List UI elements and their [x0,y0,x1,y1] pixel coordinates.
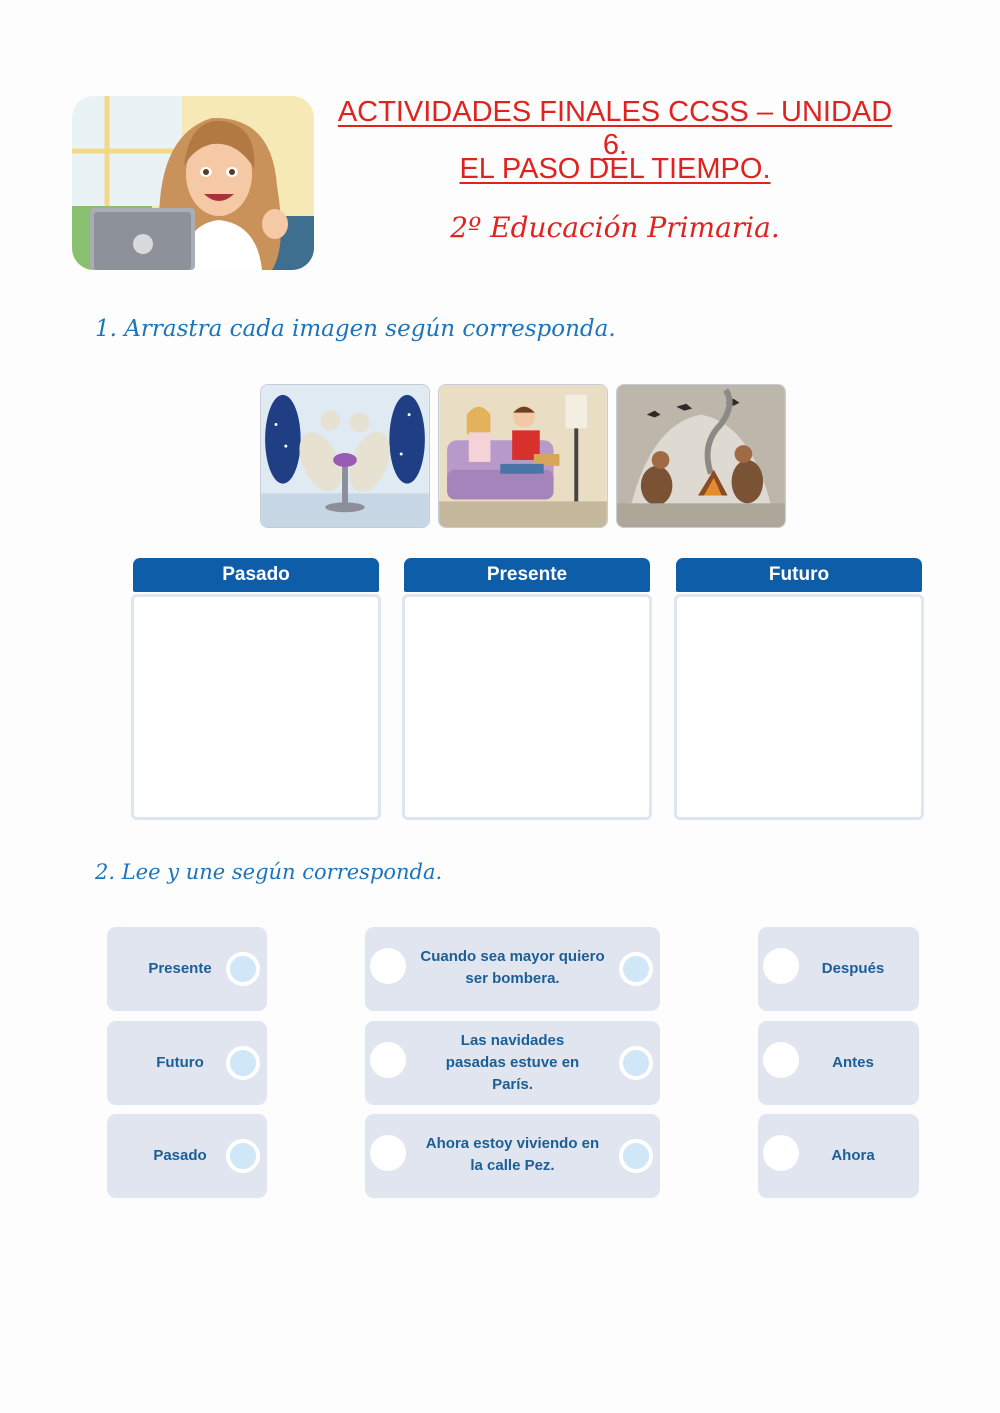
match-card-left-pasado[interactable] [107,1114,267,1198]
connector-dot[interactable] [619,1139,653,1173]
match-card-left-presente[interactable] [107,927,267,1011]
match-card-right-despues[interactable] [758,927,919,1011]
drop-zone-pasado[interactable] [131,594,381,820]
match-sentence: Cuando sea mayor quiero ser bombera. [420,948,605,987]
connector-dot[interactable] [763,1042,799,1078]
draggable-sofa-image[interactable] [438,384,608,528]
drop-zone-presente[interactable] [402,594,652,820]
match-label: Después [821,960,885,977]
connector-dot[interactable] [763,948,799,984]
match-card-right-antes[interactable] [758,1021,919,1105]
match-label: Ahora [831,1147,875,1164]
match-label: Antes [832,1054,874,1071]
match-sentence: Las navidades pasadas estuve en París. [445,1032,580,1093]
exercise-2-instruction: 2. Lee y une según corresponda. [95,860,443,884]
connector-dot[interactable] [763,1135,799,1171]
connector-dot[interactable] [619,952,653,986]
match-label: Presente [148,960,212,977]
match-label: Pasado [153,1147,207,1164]
match-card-left-futuro[interactable] [107,1021,267,1105]
draggable-astronauts-image[interactable] [260,384,430,528]
connector-dot[interactable] [226,952,260,986]
connector-dot[interactable] [226,1139,260,1173]
connector-dot[interactable] [370,1042,406,1078]
zone-header-presente: Presente [404,558,650,592]
match-card-middle-3[interactable] [365,1114,660,1198]
match-card-right-ahora[interactable] [758,1114,919,1198]
teacher-avatar-image [72,96,314,270]
draggable-cave-image[interactable] [616,384,786,528]
title-line-2: EL PASO DEL TIEMPO. [459,153,771,185]
connector-dot[interactable] [619,1046,653,1080]
exercise-1-instruction: 1. Arrastra cada imagen según corresponda. [95,316,616,342]
title-line-3: 2º Educación Primaria. [450,211,780,244]
match-card-middle-1[interactable] [365,927,660,1011]
match-sentence: Ahora estoy viviendo en la calle Pez. [425,1135,600,1174]
connector-dot[interactable] [226,1046,260,1080]
match-label: Futuro [156,1054,204,1071]
drop-zone-futuro[interactable] [674,594,924,820]
match-card-middle-2[interactable] [365,1021,660,1105]
zone-header-futuro: Futuro [676,558,922,592]
zone-header-pasado: Pasado [133,558,379,592]
connector-dot[interactable] [370,1135,406,1171]
title-line-1: ACTIVIDADES FINALES CCSS – UNIDAD 6. [337,96,893,161]
connector-dot[interactable] [370,948,406,984]
